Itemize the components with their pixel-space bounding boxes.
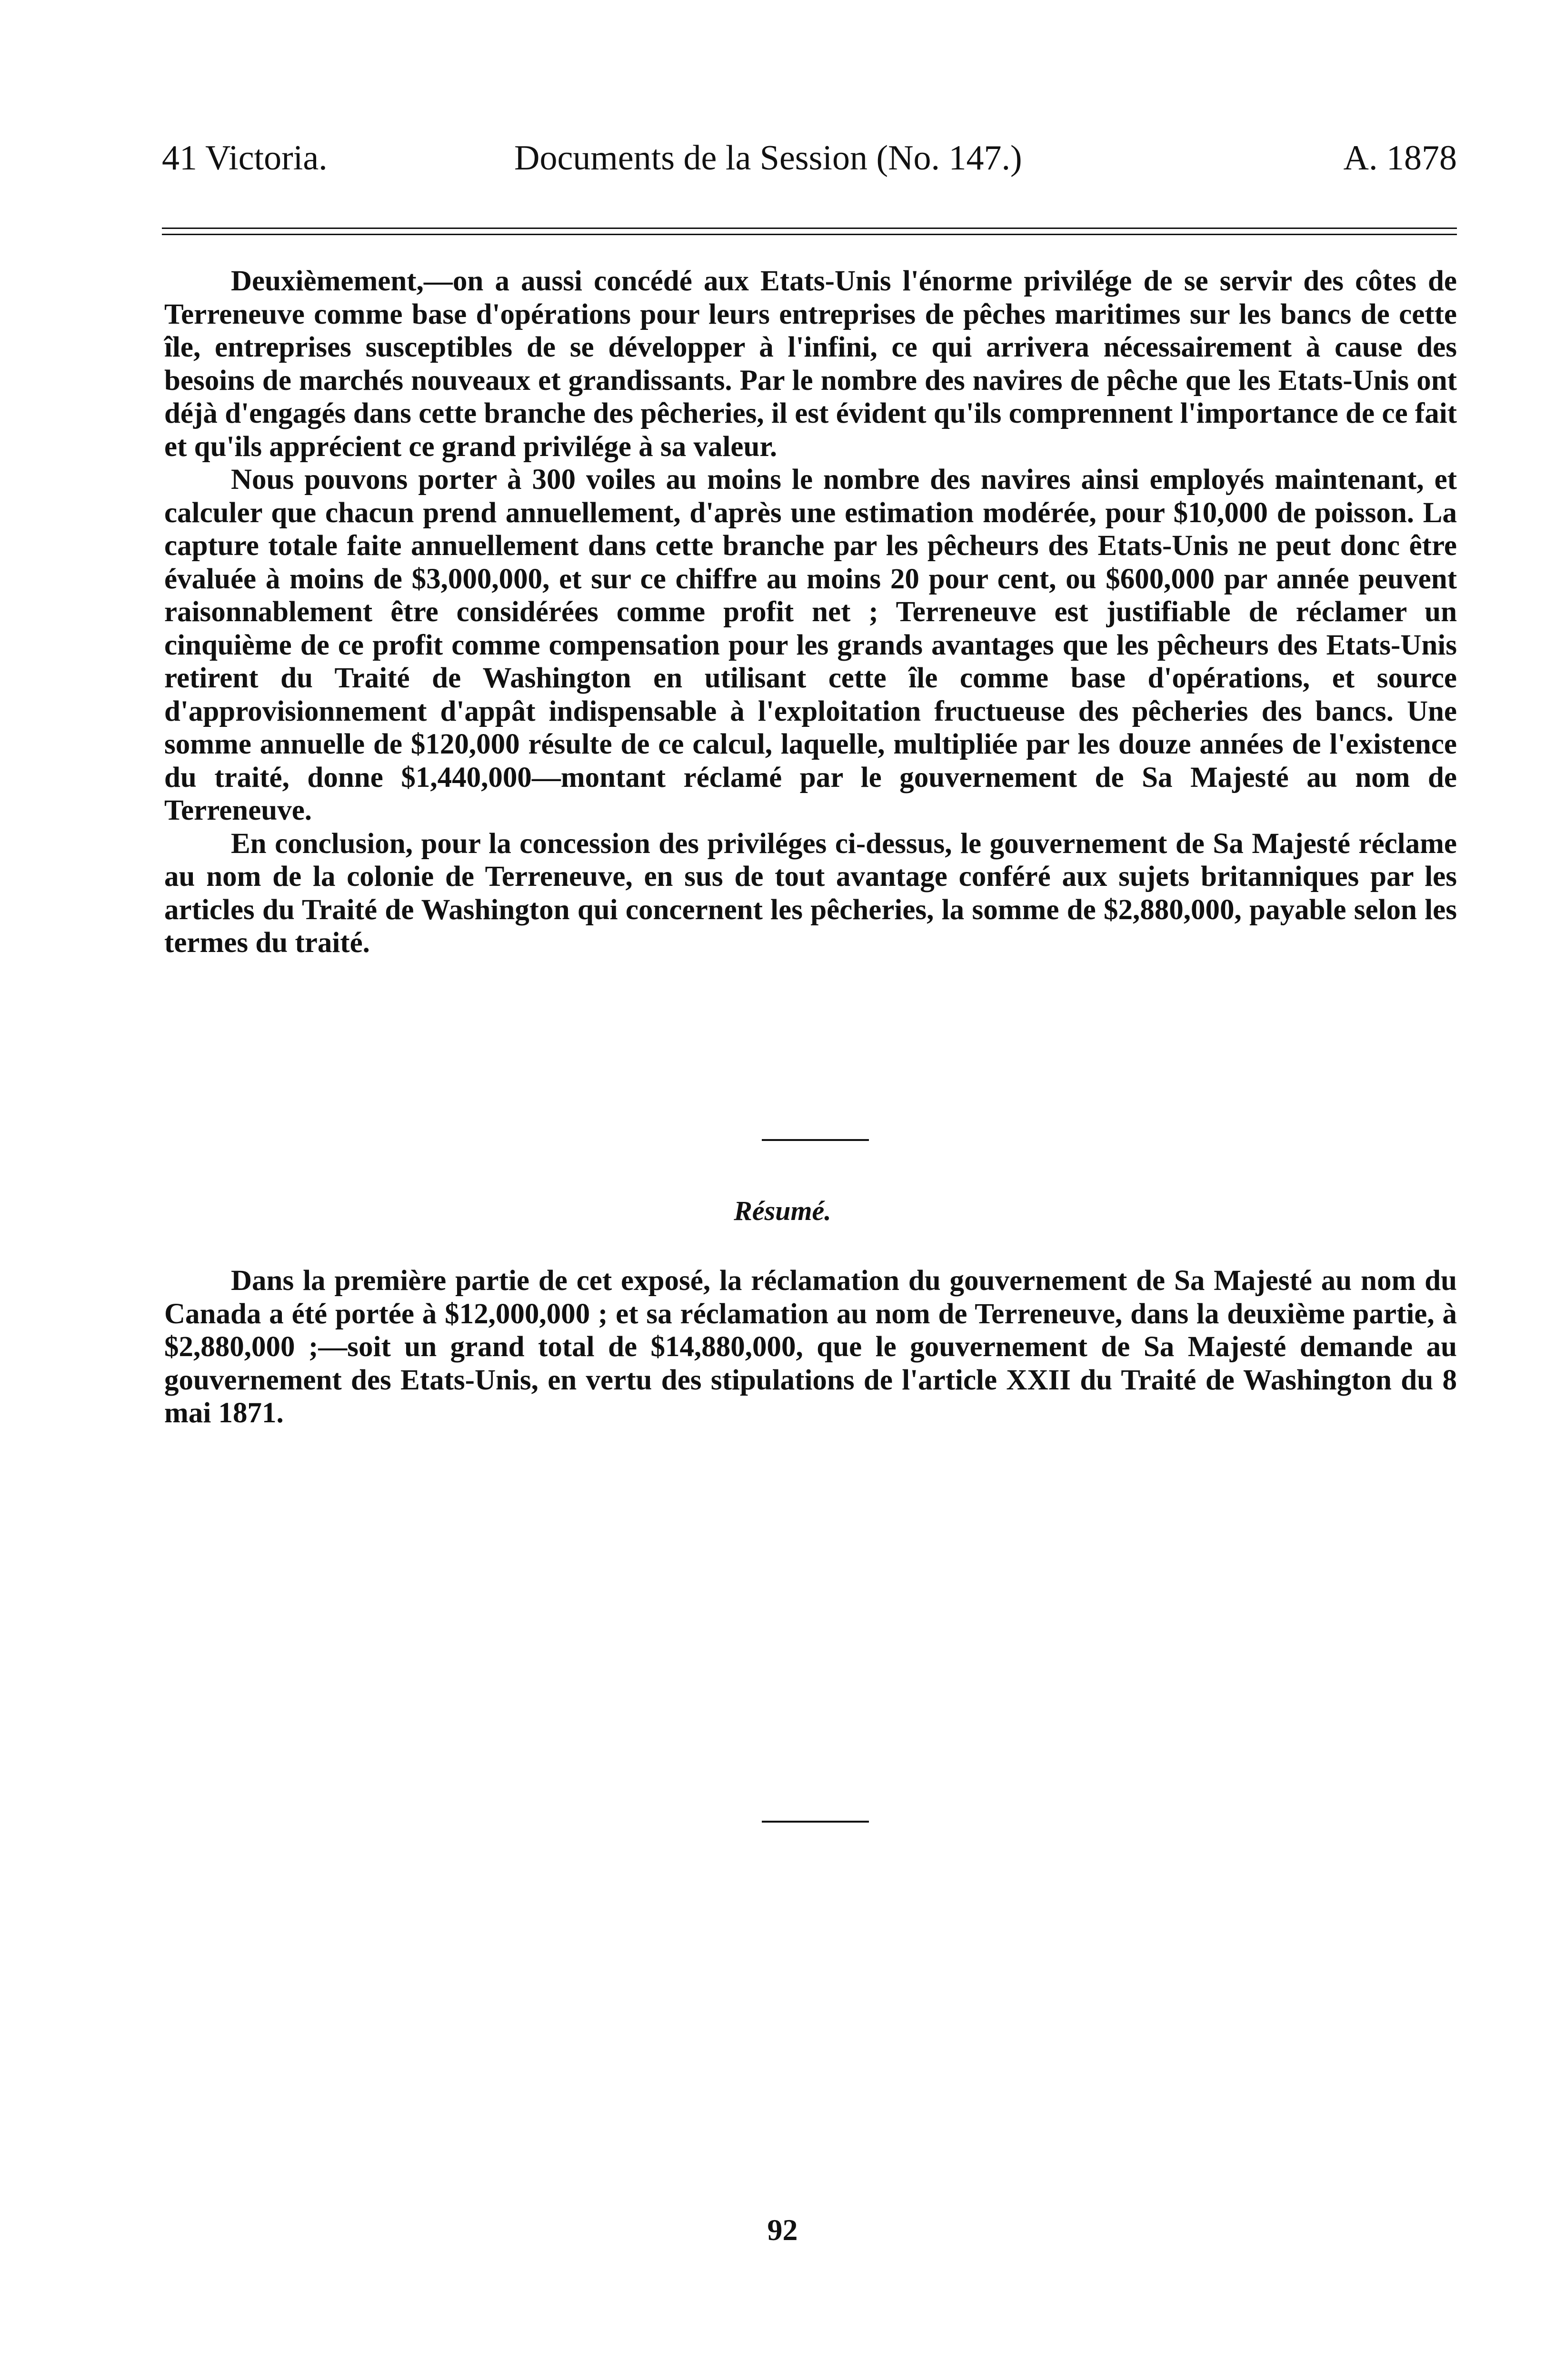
paragraph-deuxiemement: Deuxièmement,—on a aussi concédé aux Etats-Unis l'énorme privilége de se servir des côtes de Terreneuve comme base d'opérations pour leurs entreprises de pêches maritimes sur les bancs de cette île, entreprises susceptibles de se développer à l'infini, ce qui arrivera nécessairement à cause des besoins de marchés nouveaux et grandissants. Par le nombre des navires de pêche que les Etats-Unis ont déjà d'engagés dans cette branche des pêcheries, il est évident qu'ils comprennent l'importance de ce fait et qu'ils apprécient ce grand privilége à sa valeur. — [164, 265, 1457, 463]
main-text-block — [164, 265, 1457, 960]
header-double-rule — [162, 228, 1457, 235]
header-year: A. 1878 — [1343, 139, 1457, 178]
paragraph-conclusion: En conclusion, pour la concession des priviléges ci-dessus, le gouvernement de Sa Majesté réclame au nom de la colonie de Terreneuve, en sus de tout avantage conféré aux sujets britanniques par les articles du Traité de Washington qui concernent les pêcheries, la somme de $2,880,000, payable selon les termes du traité. — [164, 827, 1457, 959]
end-divider-rule — [762, 1821, 869, 1823]
header-title: Documents de la Session (No. 147.) — [514, 139, 1022, 178]
summary-paragraph: Dans la première partie de cet exposé, la réclamation du gouvernement de Sa Majesté au nom du Canada a été portée à $12,000,000 ; et sa réclamation au nom de Terreneuve, dans la deuxième partie, à $2,880,000 ;—soit un grand total de $14,880,000, que le gouvernement de Sa Majesté demande au gouvernement des Etats-Unis, en vertu des stipulations de l'article XXII du Traité de Washington du 8 mai 1871. — [164, 1265, 1457, 1429]
summary-heading: Résumé. — [734, 1195, 831, 1226]
page-number: 92 — [767, 2213, 798, 2247]
header-volume: 41 Victoria. — [162, 139, 328, 178]
section-divider-rule — [762, 1139, 869, 1141]
running-header — [162, 138, 1457, 195]
paragraph-nous-pouvons: Nous pouvons porter à 300 voiles au moins le nombre des navires ainsi employés maintenant, et calculer que chacun prend annuellement, d'après une estimation modérée, pour $10,000 de poisson. La capture totale faite annuellement dans cette branche par les pêcheurs des Etats-Unis ne peut donc être évaluée à moins de $3,000,000, et sur ce chiffre au moins 20 pour cent, ou $600,000 par année peuvent raisonnablement être considérées comme profit net ; Terreneuve est justifiable de réclamer un cinquième de ce profit comme compensation pour les grands avantages que les pêcheurs des Etats-Unis retirent du Traité de Washington en utilisant cette île comme base d'opérations, et source d'approvisionnement d'appât indispensable à l'exploitation fructueuse des pêcheries des bancs. Une somme annuelle de $120,000 résulte de ce calcul, laquelle, multipliée par les douze années de l'existence du traité, donne $1,440,000—montant réclamé par le gouvernement de Sa Majesté au nom de Terreneuve. — [164, 464, 1457, 826]
summary-text-block — [164, 1264, 1457, 1430]
